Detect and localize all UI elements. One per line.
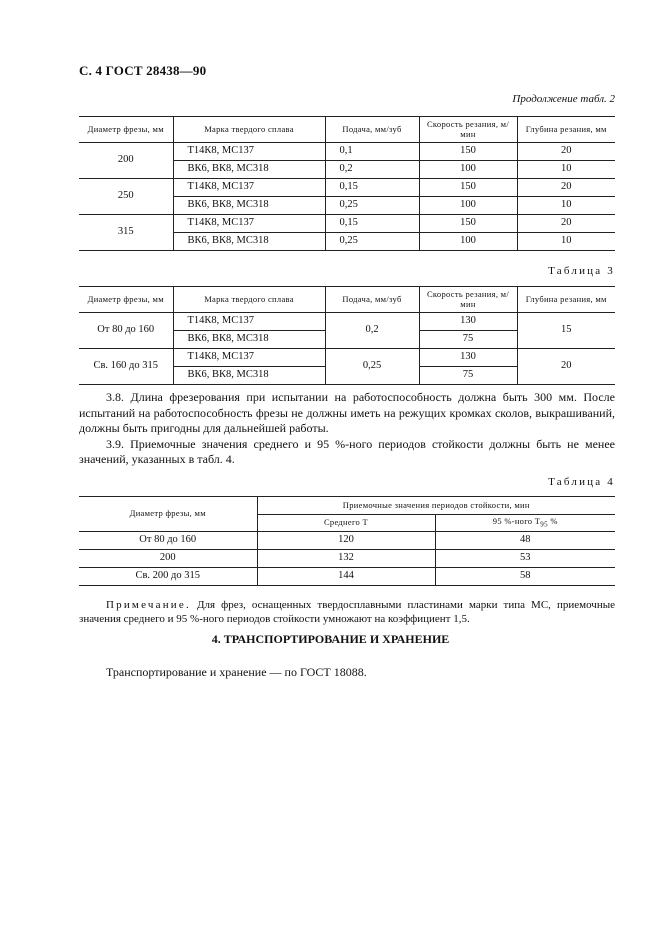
table-2 — [79, 116, 615, 251]
paragraph-3-8: 3.8. Длина фрезерования при испытании на работоспособность должна быть 300 мм. После испытаний на работоспособность фрезы не должны иметь на режущих кромках сколов, выкрашиваний, должны быть пригодны для дальнейшей работы. — [79, 390, 615, 435]
table-row — [79, 313, 615, 331]
table-row — [79, 143, 615, 161]
cell-diameter: 315 — [79, 215, 173, 251]
header-mean: Среднего T — [257, 515, 435, 532]
paragraph-3-9: 3.9. Приемочные значения среднего и 95 %-ного периодов стойкости должны быть не менее значений, указанных в табл. 4. — [79, 436, 615, 466]
cell-feed: 0,2 — [325, 313, 419, 349]
table-row — [79, 179, 615, 197]
header-alloy: Марка твердого сплава — [173, 117, 325, 143]
cell-diameter: От 80 до 160 — [79, 313, 173, 349]
cell-diameter: 200 — [79, 143, 173, 179]
header-95-subscript: 95 — [540, 520, 548, 529]
cell-depth: 20 — [517, 349, 615, 385]
table-row — [79, 568, 615, 586]
header-95-percent — [435, 515, 615, 532]
cell-alloy: Т14К8, МС137 — [173, 143, 325, 161]
cell-speed: 100 — [419, 161, 517, 179]
header-alloy: Марка твердого сплава — [173, 287, 325, 313]
cell-diameter: Св. 160 до 315 — [79, 349, 173, 385]
header-feed: Подача, мм/зуб — [325, 117, 419, 143]
cell-alloy: ВК6, ВК8, МС318 — [173, 197, 325, 215]
table3-caption: Таблица 3 — [548, 265, 615, 277]
note-text: Для фрез, оснащенных твердосплавными пластинами марки типа МС, приемочные значения среднего и 95 %-ного периодов стойкости умножают на коэффициент 1,5. — [79, 599, 615, 625]
section-text: Транспортирование и хранение — по ГОСТ 18088. — [106, 665, 367, 679]
cell-alloy: Т14К8, МС137 — [173, 349, 325, 367]
cell-feed: 0,25 — [325, 233, 419, 251]
table2-caption: Продолжение табл. 2 — [512, 93, 615, 105]
table-row — [79, 550, 615, 568]
header-95-suffix: % — [547, 516, 558, 527]
cell-t95: 53 — [435, 550, 615, 568]
header-diameter: Диаметр фрезы, мм — [79, 117, 173, 143]
header-depth: Глубина резания, мм — [517, 117, 615, 143]
cell-diameter: 250 — [79, 179, 173, 215]
note-label: Примечание. — [106, 599, 191, 611]
cell-mean: 132 — [257, 550, 435, 568]
section-title: 4. ТРАНСПОРТИРОВАНИЕ И ХРАНЕНИЕ — [211, 632, 450, 646]
cell-t95: 58 — [435, 568, 615, 586]
cell-depth: 10 — [517, 233, 615, 251]
cell-feed: 0,2 — [325, 161, 419, 179]
cell-feed: 0,15 — [325, 215, 419, 233]
cell-speed: 130 — [419, 349, 517, 367]
cell-speed: 75 — [419, 331, 517, 349]
header-speed: Скорость резания, м/мин — [419, 287, 517, 313]
page-header: С. 4 ГОСТ 28438—90 — [79, 63, 207, 78]
header-95-prefix: 95 %-ного T — [492, 516, 541, 527]
cell-diameter: Св. 200 до 315 — [79, 568, 257, 586]
cell-feed: 0,1 — [325, 143, 419, 161]
header-speed: Скорость резания, м/мин — [419, 117, 517, 143]
cell-depth: 20 — [517, 215, 615, 233]
cell-speed: 150 — [419, 143, 517, 161]
cell-alloy: Т14К8, МС137 — [173, 215, 325, 233]
cell-alloy: ВК6, ВК8, МС318 — [173, 161, 325, 179]
cell-depth: 15 — [517, 313, 615, 349]
cell-alloy: ВК6, ВК8, МС318 — [173, 367, 325, 385]
paragraphs — [79, 390, 615, 468]
cell-mean: 144 — [257, 568, 435, 586]
cell-t95: 48 — [435, 532, 615, 550]
table-row — [79, 532, 615, 550]
cell-speed: 75 — [419, 367, 517, 385]
table-3 — [79, 286, 615, 385]
header-acceptance-group: Приемочные значения периодов стойкости, мин — [257, 497, 615, 515]
cell-mean: 120 — [257, 532, 435, 550]
table4-caption: Таблица 4 — [548, 476, 615, 488]
header-feed: Подача, мм/зуб — [325, 287, 419, 313]
table-row — [79, 349, 615, 367]
table-row — [79, 215, 615, 233]
cell-alloy: ВК6, ВК8, МС318 — [173, 331, 325, 349]
cell-alloy: ВК6, ВК8, МС318 — [173, 233, 325, 251]
cell-diameter: От 80 до 160 — [79, 532, 257, 550]
cell-speed: 130 — [419, 313, 517, 331]
header-diameter: Диаметр фрезы, мм — [79, 497, 257, 532]
header-depth: Глубина резания, мм — [517, 287, 615, 313]
cell-depth: 20 — [517, 179, 615, 197]
table-4 — [79, 496, 615, 586]
cell-feed: 0,25 — [325, 349, 419, 385]
header-diameter: Диаметр фрезы, мм — [79, 287, 173, 313]
cell-speed: 100 — [419, 233, 517, 251]
cell-alloy: Т14К8, МС137 — [173, 313, 325, 331]
cell-speed: 150 — [419, 179, 517, 197]
note — [79, 598, 615, 626]
cell-speed: 100 — [419, 197, 517, 215]
cell-depth: 20 — [517, 143, 615, 161]
cell-feed: 0,25 — [325, 197, 419, 215]
cell-depth: 10 — [517, 197, 615, 215]
cell-alloy: Т14К8, МС137 — [173, 179, 325, 197]
cell-speed: 150 — [419, 215, 517, 233]
cell-diameter: 200 — [79, 550, 257, 568]
cell-feed: 0,15 — [325, 179, 419, 197]
cell-depth: 10 — [517, 161, 615, 179]
